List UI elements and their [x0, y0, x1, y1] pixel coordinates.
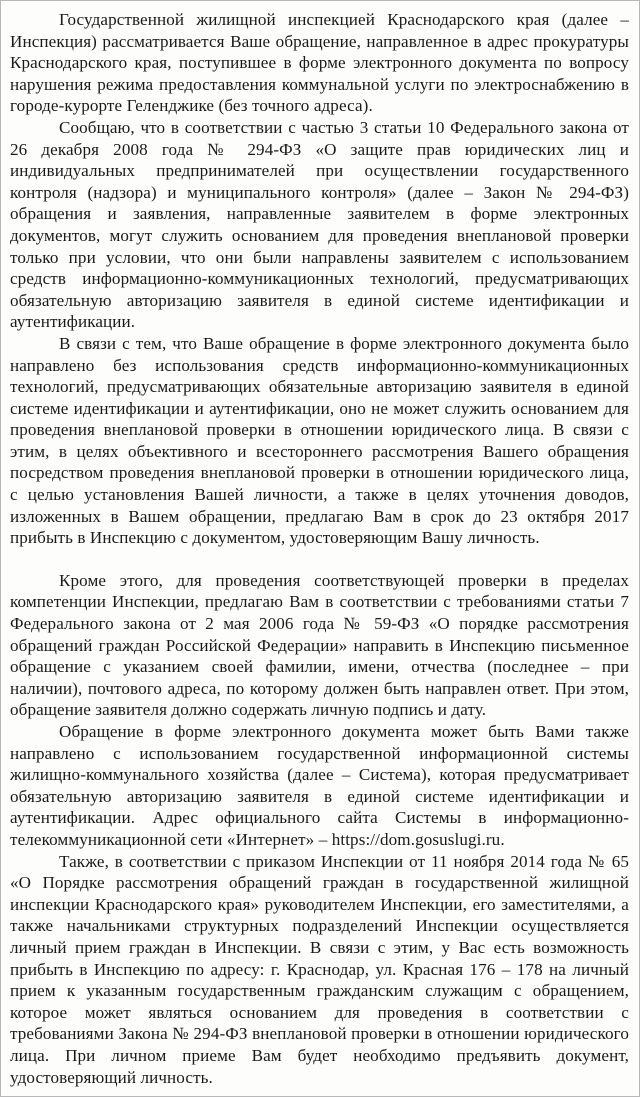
paragraph-written-appeal-requirements: Кроме этого, для проведения соответствующей проверки в пределах компетенции Инспекции, предлагаю Вам в соответствии с требованиями статьи 7 Федерального закона от 2 мая 2006 года № 59-ФЗ «О порядке рассмотрения обращений граждан Российской Федерации» направить в Инспекцию письменное обращение с указанием своей фамилии, имени, отчества (последнее – при наличии), почтового адреса, по которому должен быть направлен ответ. При этом, обращение заявителя должно содержать личную подпись и дату.	[10, 570, 629, 720]
paragraph-electronic-documents-rule: Сообщаю, что в соответствии с частью 3 статьи 10 Федерального закона от 26 декабря 2008 года № 294-ФЗ «О защите прав юридических лиц и индивидуальных предпринимателей при осуществлении государственного контроля (надзора) и муниципального контроля» (далее – Закон № 294-ФЗ) обращения и заявления, направленные заявителем в форме электронных документов, могут служить основанием для проведения внеплановой проверки только при условии, что они были направлены заявителем с использованием средств информационно-коммуникационных технологий, предусматривающих обязательную авторизацию заявителя в единой системе идентификации и аутентификации.	[10, 117, 629, 332]
paragraph-invitation-with-id: В связи с тем, что Ваше обращение в форме электронного документа было направлено без использования средств информационно-коммуникационных технологий, предусматривающих обязательные авторизацию заявителя в единой системе идентификации и аутентификации, оно не может служить основанием для проведения внеплановой проверки в отношении юридического лица. В связи с этим, в целях объективного и всестороннего рассмотрения Вашего обращения посредством проведения внеплановой проверки в отношении юридического лица, с целью установления Вашей личности, а также в целях уточнения доводов, изложенных в Вашем обращении, предлагаю Вам в срок до 23 октября 2017 прибыть в Инспекцию с документом, удостоверяющим Вашу личность.	[10, 333, 629, 548]
paragraph-inquiry-received: Государственной жилищной инспекцией Краснодарского края (далее – Инспекция) рассматривается Ваше обращение, направленное в адрес прокуратуры Краснодарского края, поступившее в форме электронного документа по вопросу нарушения режима предоставления коммунальной услуги по электроснабжению в городе-курорте Геленджике (без точного адреса).	[10, 10, 629, 116]
paragraph-personal-reception: Также, в соответствии с приказом Инспекции от 11 ноября 2014 года № 65 «О Порядке рассмотрения обращений граждан в государственной жилищной инспекции Краснодарского края» руководителем Инспекции, его заместителями, а также начальниками структурных подразделений Инспекции осуществляется личный прием граждан в Инспекции. В связи с этим, у Вас есть возможность прибыть в Инспекцию по адресу: г. Краснодар, ул. Красная 176 – 178 на личный прием к указанным государственным гражданским служащим с обращением, которое может являться основанием для проведения в соответствии с требованиями Закона № 294-ФЗ внеплановой проверки в отношении юридического лица. При личном приеме Вам будет необходимо предъявить документ, удостоверяющий личность.	[10, 851, 629, 1087]
paragraph-gis-housing-system: Обращение в форме электронного документа может быть Вами также направлено с использованием государственной информационной системы жилищно-коммунального хозяйства (далее – Система), которая предусматривает обязательную авторизацию заявителя в единой системе идентификации и аутентификации. Адрес официального сайта Системы в информационно-телекоммуникационной сети «Интернет» – https://dom.gosuslugi.ru.	[10, 722, 629, 849]
